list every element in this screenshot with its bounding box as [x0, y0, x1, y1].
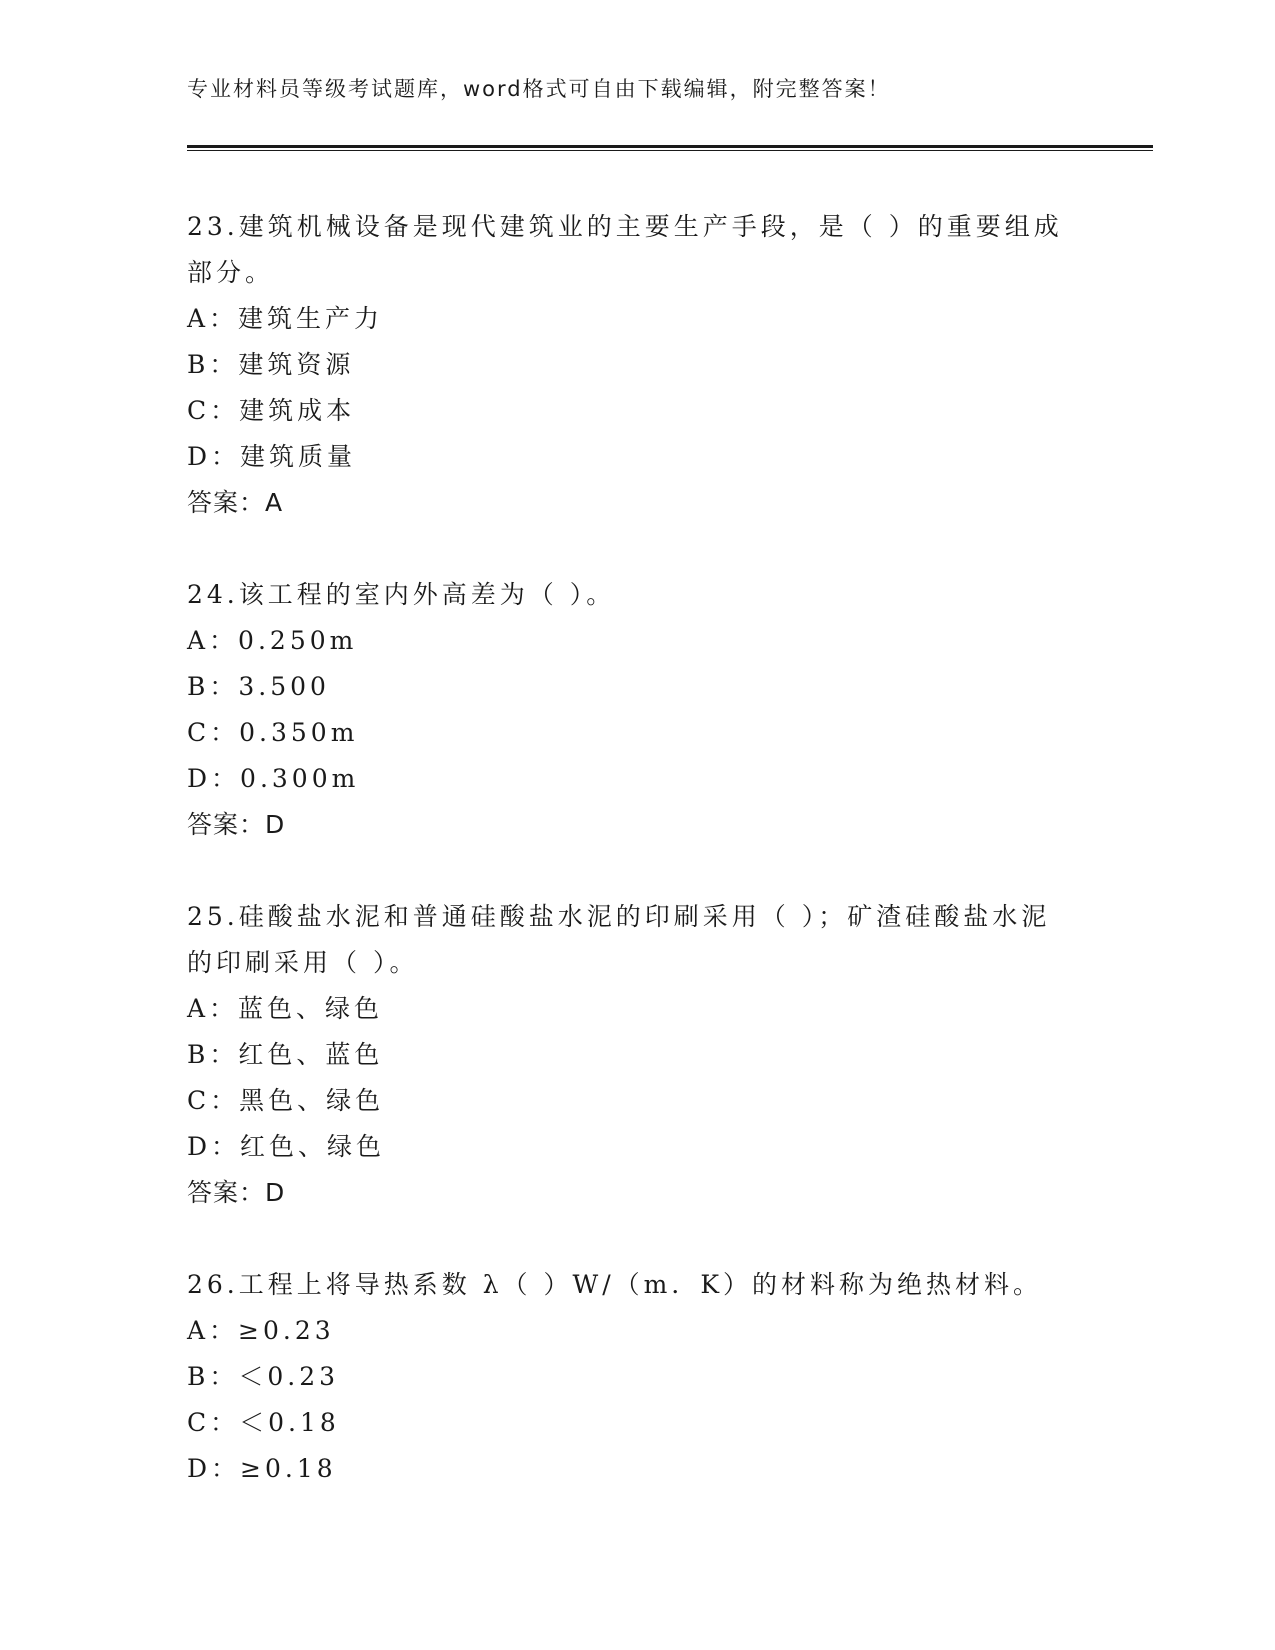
option-c: C：建筑成本 [187, 396, 356, 425]
question-stem [187, 894, 1087, 986]
page-header-text: 专业材料员等级考试题库，word格式可自由下载编辑，附完整答案！ [187, 77, 891, 101]
question-24 [187, 572, 1087, 848]
option-a: A：≥0.23 [187, 1316, 335, 1345]
option-b: B：建筑资源 [187, 350, 355, 379]
header-rule-thin [187, 150, 1153, 151]
option-a: A：蓝色、绿色 [187, 994, 384, 1023]
option-c: C：黑色、绿色 [187, 1086, 385, 1115]
option-b: B：红色、蓝色 [187, 1040, 384, 1069]
question-list [187, 204, 1087, 1538]
question-23 [187, 204, 1087, 526]
question-stem-line: 的印刷采用（ ）。 [187, 948, 419, 977]
question-stem-line: 26.工程上将导热系数 λ（ ）W/（m．K）的材料称为绝热材料。 [187, 1270, 1043, 1299]
answer-label: 答案：D [187, 810, 286, 839]
option-d: D：红色、绿色 [187, 1132, 386, 1161]
header-rule-thick [187, 145, 1153, 148]
question-stem [187, 572, 1087, 618]
option-d: D：建筑质量 [187, 442, 357, 471]
option-b: B：3.500 [187, 672, 330, 701]
question-26 [187, 1262, 1087, 1492]
question-stem-line: 24.该工程的室内外高差为（ ）。 [187, 580, 616, 609]
answer-label: 答案：A [187, 488, 284, 517]
answer-label: 答案：D [187, 1178, 286, 1207]
option-c: C：＜0.18 [187, 1408, 340, 1437]
option-c: C：0.350m [187, 718, 359, 747]
question-stem-line: 25.硅酸盐水泥和普通硅酸盐水泥的印刷采用（ ）；矿渣硅酸盐水泥 [187, 902, 1051, 931]
question-stem-line: 23.建筑机械设备是现代建筑业的主要生产手段，是（ ）的重要组成 [187, 212, 1063, 241]
option-a: A：建筑生产力 [187, 304, 384, 333]
option-a: A：0.250m [187, 626, 358, 655]
question-25 [187, 894, 1087, 1216]
option-d: D：0.300m [187, 764, 360, 793]
question-stem-line: 部分。 [187, 258, 275, 287]
question-stem [187, 1262, 1087, 1308]
question-stem [187, 204, 1087, 296]
option-b: B：＜0.23 [187, 1362, 340, 1391]
option-d: D：≥0.18 [187, 1454, 337, 1483]
